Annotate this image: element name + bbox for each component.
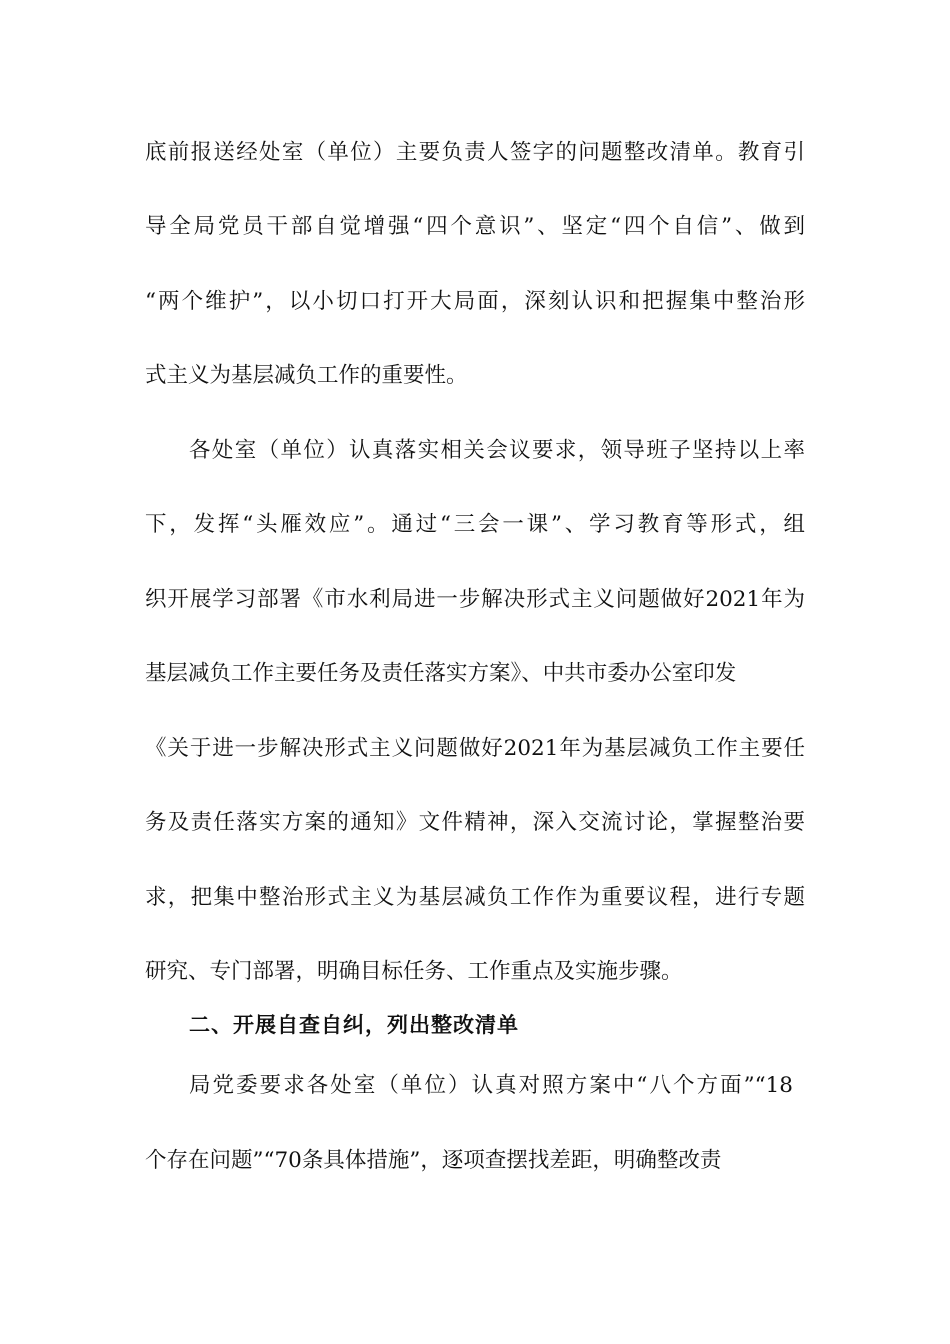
body-line-4: 式主义为基层减负工作的重要性。: [145, 363, 468, 388]
body-line-3: “两个维护”，以小切口打开大局面，深刻认识和把握集中整治形: [145, 289, 805, 314]
body-line-13: 局党委要求各处室（单位）认真对照方案中“八个方面”“18: [189, 1073, 793, 1098]
body-line-11: 求，把集中整治形式主义为基层减负工作作为重要议程，进行专题: [145, 885, 805, 910]
body-line-7: 织开展学习部署《市水利局进一步解决形式主义问题做好2021年为: [145, 587, 805, 612]
section-heading: 二、开展自查自纠，列出整改清单: [189, 1013, 519, 1037]
body-line-14: 个存在问题”“70条具体措施”，逐项查摆找差距，明确整改责: [145, 1148, 722, 1173]
body-line-1: 底前报送经处室（单位）主要负责人签字的问题整改清单。教育引: [145, 140, 805, 165]
body-line-12: 研究、专门部署，明确目标任务、工作重点及实施步骤。: [145, 959, 683, 984]
body-line-2: 导全局党员干部自觉增强“四个意识”、坚定“四个自信”、做到: [145, 214, 805, 239]
body-line-9: 《关于进一步解决形式主义问题做好2021年为基层减负工作主要任: [145, 736, 805, 761]
body-line-6: 下，发挥“头雁效应”。通过“三会一课”、学习教育等形式，组: [145, 512, 805, 537]
body-line-10: 务及责任落实方案的通知》文件精神，深入交流讨论，掌握整治要: [145, 810, 805, 835]
body-line-5: 各处室（单位）认真落实相关会议要求，领导班子坚持以上率: [189, 438, 805, 463]
body-line-8: 基层减负工作主要任务及责任落实方案》、中共市委办公室印发: [145, 661, 737, 686]
